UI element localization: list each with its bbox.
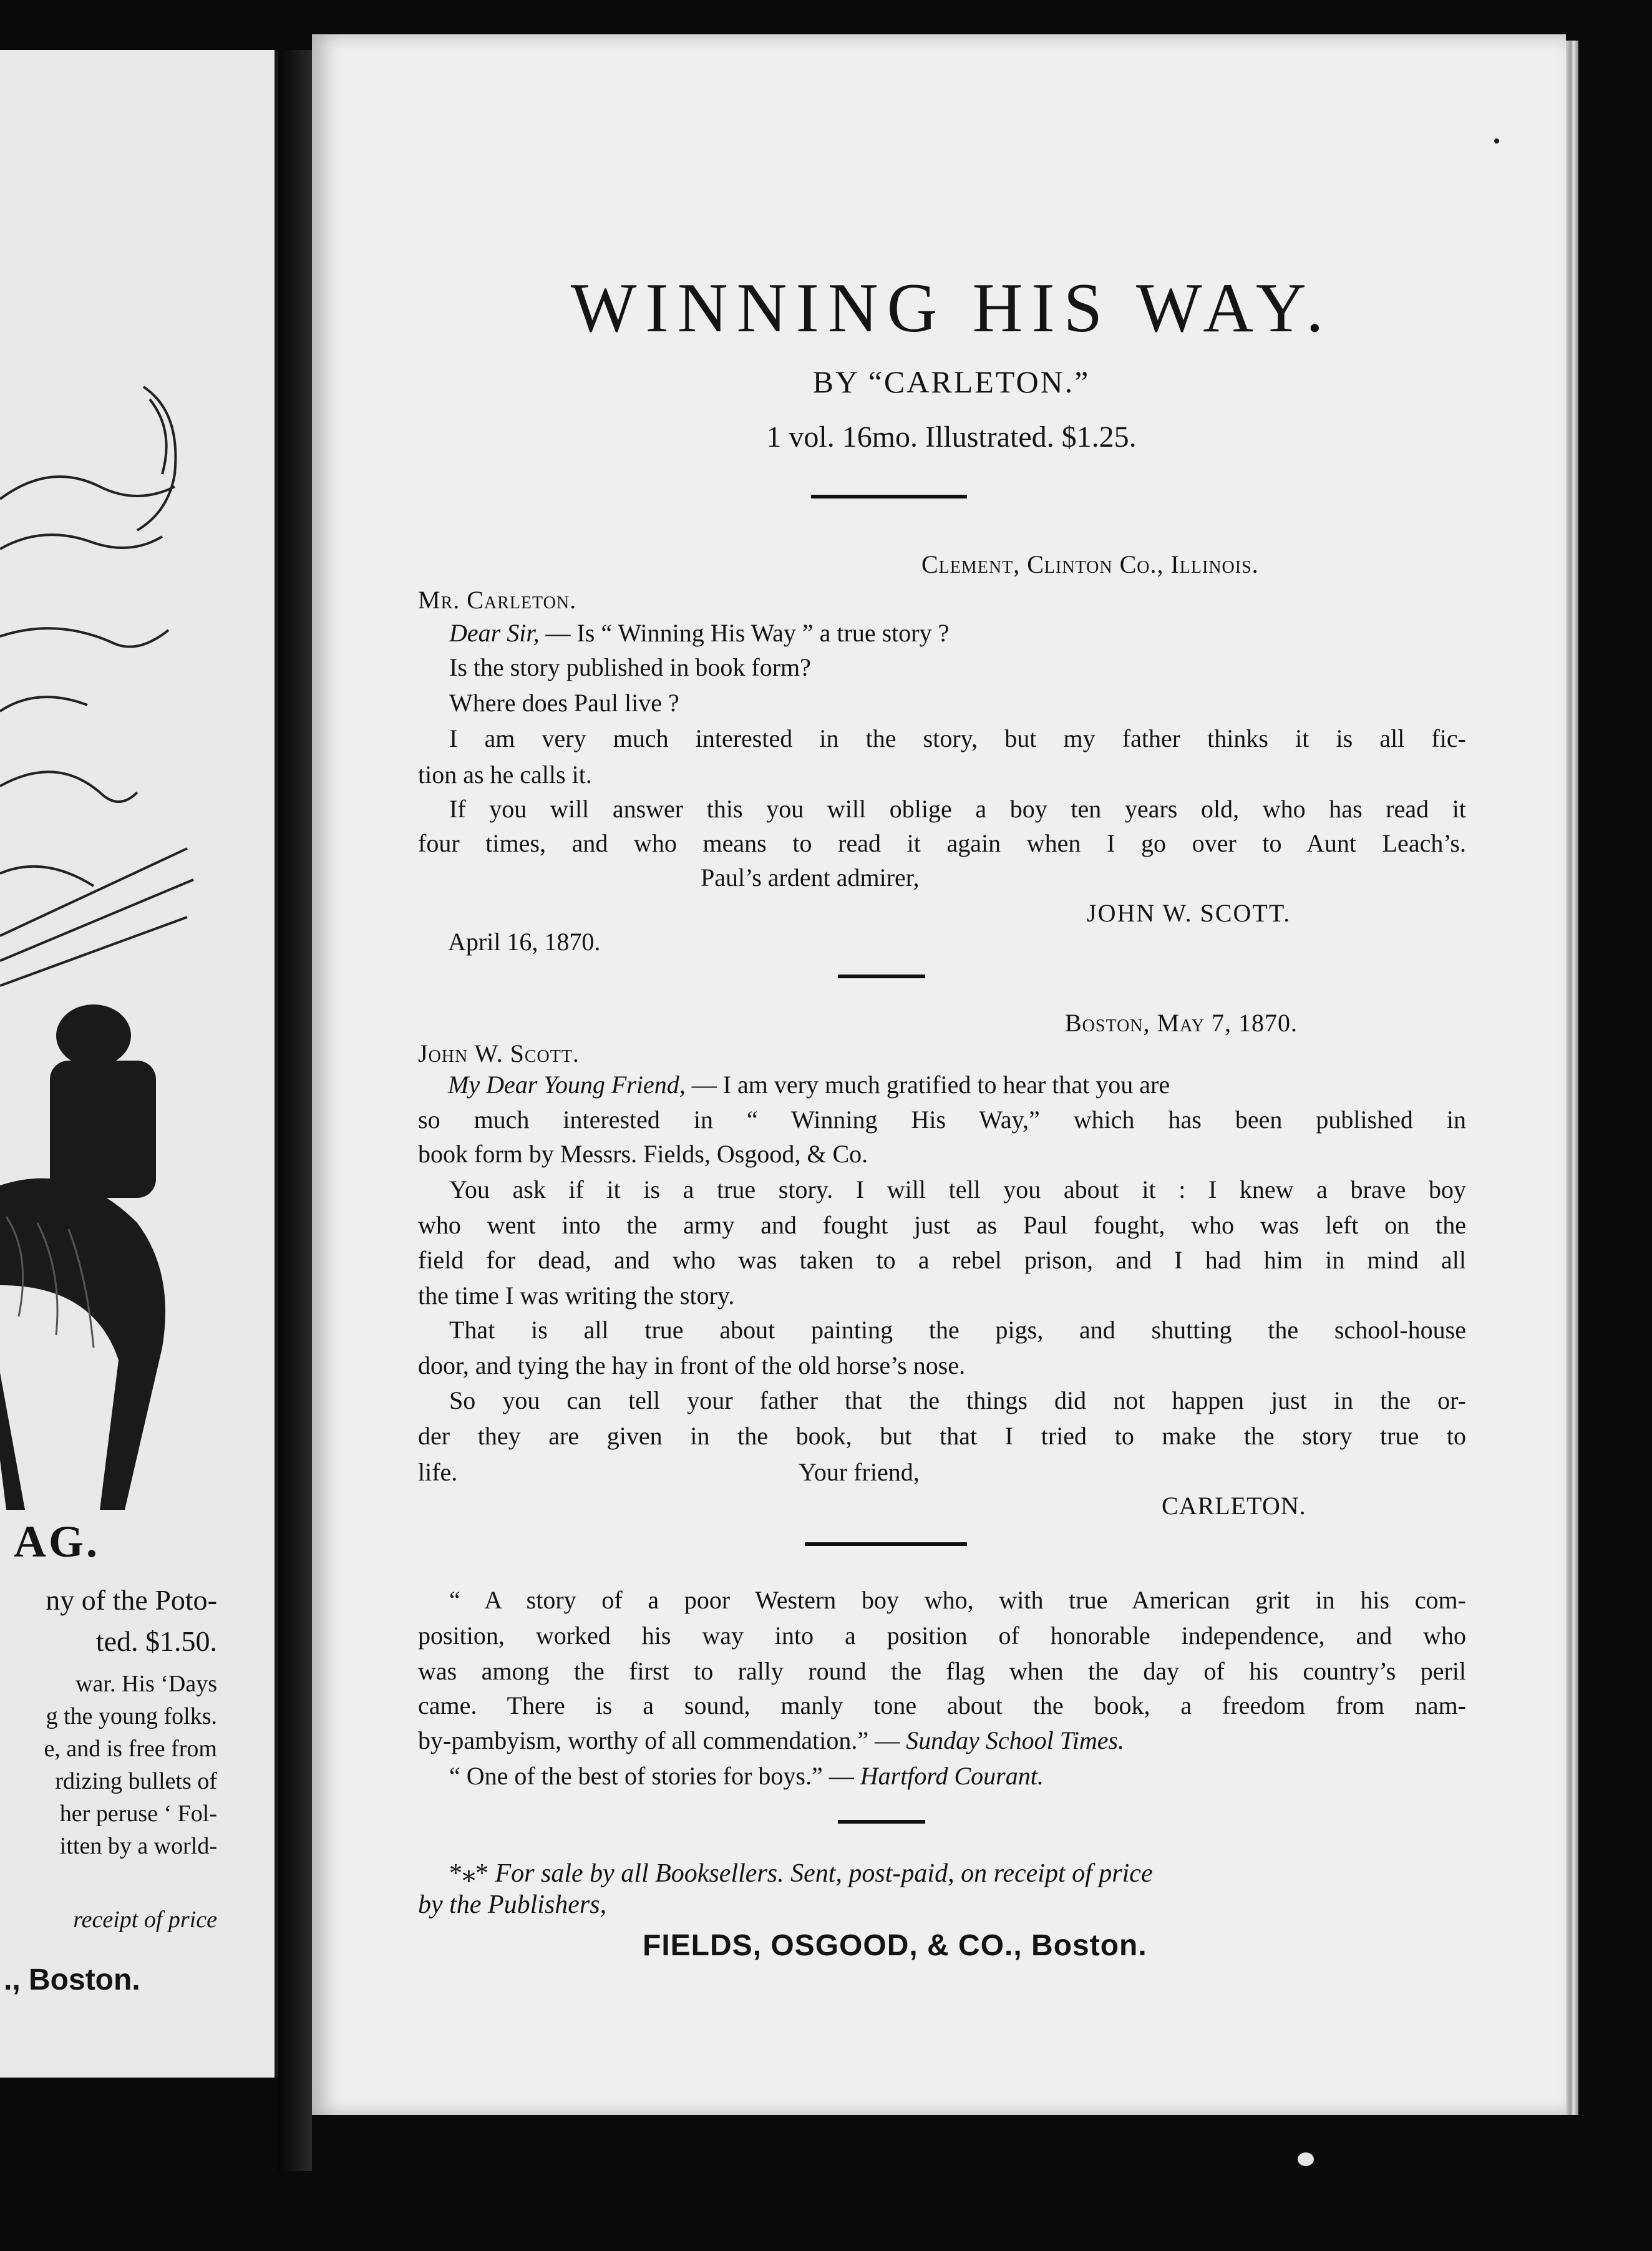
letter1-line: If you will answer this you will oblige a boy ten years old, who has read it [449, 795, 1466, 823]
letter2-line: so much interested in “ Winning His Way,” which has been published in [418, 1106, 1466, 1134]
divider-rule [811, 495, 967, 498]
letter2-line: life. [418, 1458, 458, 1486]
review-line: position, worked his way into a position of honorable independence, and who [418, 1621, 1466, 1650]
asterism: *⁎* [449, 1859, 488, 1888]
letter2-line: You ask if it is a true story. I will tell you about it : I knew a brave boy [449, 1175, 1466, 1203]
divider-rule [805, 1542, 967, 1546]
review-source: Hartford Courant. [860, 1762, 1044, 1790]
letter1-closing: Paul’s ardent admirer, [701, 863, 920, 892]
review-source: Sunday School Times. [906, 1726, 1125, 1754]
letter1-line: I am very much interested in the story, but my father thinks it is all fic- [449, 724, 1466, 752]
letter1-date: April 16, 1870. [448, 928, 601, 956]
cavalry-engraving-illustration [0, 312, 225, 1535]
letter2-salutation: John W. Scott. [418, 1039, 580, 1067]
byline: BY “CARLETON.” [812, 364, 1091, 399]
left-page-line: ted. $1.50. [95, 1625, 217, 1657]
letter2-line: That is all true about painting the pigs, and shutting the school-house [449, 1316, 1466, 1344]
letter2-line: My Dear Young Friend, — I am very much gratified to hear that you are [448, 1071, 1170, 1099]
letter1-place: Clement, Clinton Co., Illinois. [921, 550, 1259, 578]
left-page-line: her peruse ‘ Fol- [59, 1801, 217, 1827]
left-page-line: war. His ‘Days [75, 1671, 217, 1697]
divider-rule [838, 1820, 925, 1824]
letter1-line: tion as he calls it. [418, 761, 592, 789]
letter2-line: So you can tell your father that the things did not happen just in the or- [449, 1386, 1466, 1414]
letter2-line: the time I was writing the story. [418, 1281, 735, 1310]
letter2-line: book form by Messrs. Fields, Osgood, & Co. [418, 1140, 868, 1168]
review-line: “ One of the best of stories for boys.” — Hartford Courant. [449, 1762, 1044, 1790]
left-page-sale-notice: receipt of price [73, 1907, 217, 1933]
review-line: came. There is a sound, manly tone about the book, a freedom from nam- [418, 1691, 1466, 1719]
letter2-line: der they are given in the book, but that I tried to make the story true to [418, 1422, 1466, 1450]
left-page-line: itten by a world- [59, 1833, 217, 1859]
dust-speck [1494, 139, 1499, 143]
letter1-signature: JOHN W. SCOTT. [1087, 899, 1291, 927]
page-edge [1566, 41, 1578, 2115]
letter1-line: four times, and who means to read it again when I go over to Aunt Leach’s. [418, 829, 1466, 857]
review-line: by-pambyism, worthy of all commendation.” — Sunday School Times. [418, 1726, 1125, 1754]
left-page-line: e, and is free from [44, 1736, 217, 1762]
advertisement-page [312, 34, 1566, 2115]
publisher-imprint: FIELDS, OSGOOD, & CO., Boston. [643, 1929, 1147, 1962]
divider-rule [838, 975, 925, 978]
letter2-place: Boston, May 7, 1870. [1065, 1009, 1298, 1037]
scan-artifact [1298, 2152, 1314, 2166]
price-line: 1 vol. 16mo. Illustrated. $1.25. [766, 421, 1137, 454]
letter1-greeting: Dear Sir, [449, 619, 540, 647]
review-line: was among the first to rally round the flag when the day of his country’s peril [418, 1657, 1466, 1685]
letter2-line: who went into the army and fought just as Paul fought, who was left on the [418, 1211, 1466, 1239]
book-gutter [278, 50, 312, 2171]
letter1-line: Where does Paul live ? [449, 689, 679, 717]
previous-page-fragment [0, 50, 278, 2078]
left-page-heading: AG. [14, 1517, 100, 1567]
letter1-salutation: Mr. Carleton. [418, 586, 577, 614]
left-page-line: ny of the Poto- [46, 1584, 217, 1616]
letter1-line: Dear Sir, — Is “ Winning His Way ” a true story ? [449, 619, 950, 647]
left-page-line: g the young folks. [46, 1703, 217, 1729]
letter2-closing: Your friend, [799, 1458, 920, 1486]
review-line: “ A story of a poor Western boy who, with true American grit in his com- [449, 1586, 1466, 1614]
letter2-line: field for dead, and who was taken to a rebel prison, and I had him in mind all [418, 1246, 1466, 1274]
left-page-publisher: ., Boston. [4, 1963, 140, 1996]
page-title: WINNING HIS WAY. [570, 270, 1333, 347]
sale-notice-line: by the Publishers, [418, 1890, 607, 1919]
letter2-greeting: My Dear Young Friend, [448, 1071, 686, 1099]
letter1-line: Is the story published in book form? [449, 653, 811, 681]
left-page-line: rdizing bullets of [55, 1768, 217, 1794]
sale-notice-line: *⁎* For sale by all Booksellers. Sent, post-paid, on receipt of price [449, 1859, 1153, 1888]
letter2-line: door, and tying the hay in front of the old horse’s nose. [418, 1351, 966, 1379]
letter2-signature: CARLETON. [1162, 1492, 1306, 1520]
